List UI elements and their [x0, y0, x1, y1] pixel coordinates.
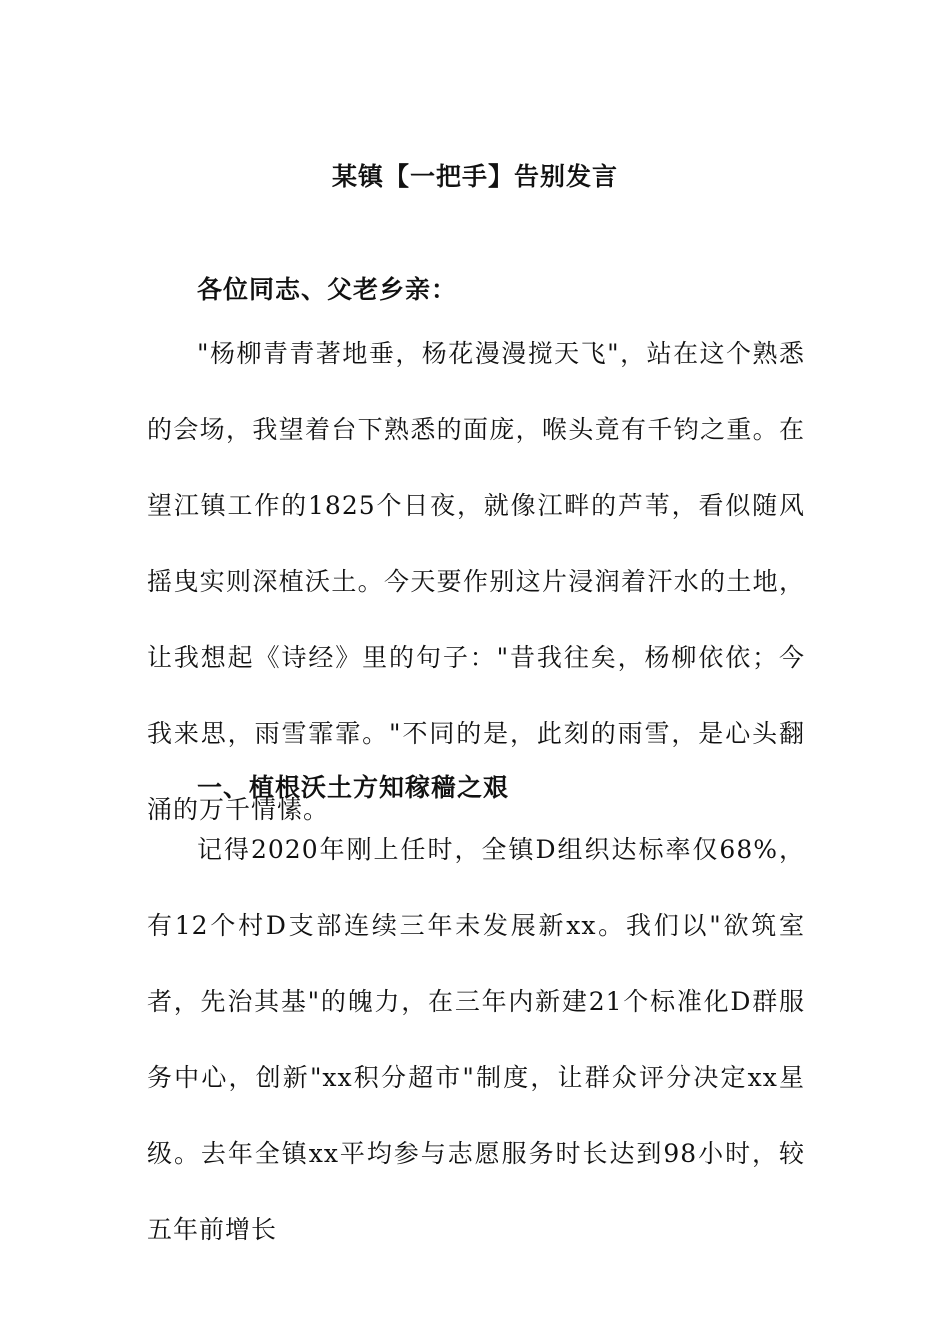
paragraph-opening: "杨柳青青著地垂，杨花漫漫搅天飞"，站在这个熟悉的会场，我望着台下熟悉的面庞，喉头竟有千钧之重。在望江镇工作的1825个日夜，就像江畔的芦苇，看似随风摇曳实则深植沃土。今天要作别这片浸润着汗水的土地，让我想起《诗经》里的句子："昔我往矣，杨柳依依；今我来思，雨雪霏霏。"不同的是，此刻的雨雪，是心头翻涌的万千情愫。	[147, 339, 805, 824]
document-title: 某镇【一把手】告别发言	[331, 162, 618, 191]
paragraph-section-1: 记得2020年刚上任时，全镇D组织达标率仅68%，有12个村D支部连续三年未发展新xx。我们以"欲筑室者，先治其基"的魄力，在三年内新建21个标准化D群服务中心，创新"xx积分超市"制度，让群众评分决定xx星级。去年全镇xx平均参与志愿服务时长达到98小时，较五年前增长	[147, 835, 805, 1244]
salutation: 各位同志、父老乡亲：	[197, 275, 458, 304]
section-heading: 一、植根沃土方知稼穑之艰	[197, 773, 510, 802]
